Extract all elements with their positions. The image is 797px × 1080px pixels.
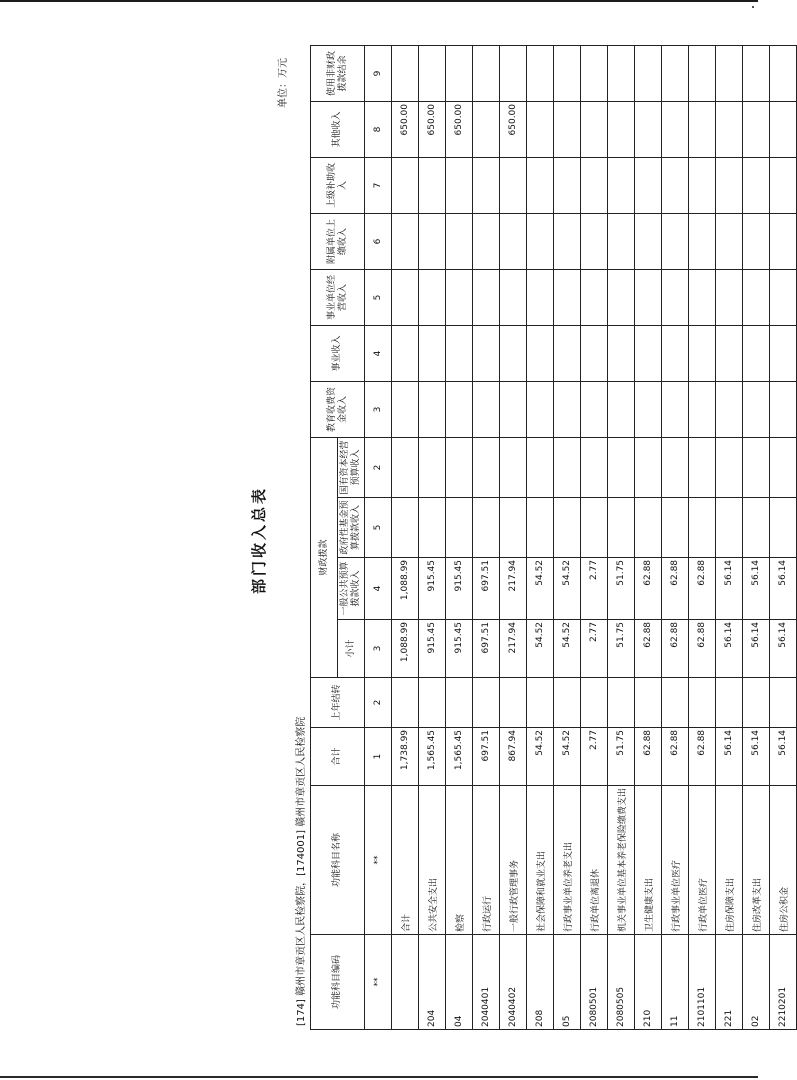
row-carryover-cell [662,677,689,727]
row-carryover-cell [581,677,608,727]
row-general-budget-cell: 217.94 [500,557,527,619]
row-other-income-cell [473,101,500,157]
row-gov-fund-cell [635,497,662,557]
index-cell: 9 [365,45,392,101]
row-other-income-cell: 650.00 [446,101,473,157]
row-name-cell: 公共安全支出 [419,785,446,934]
table-row [500,45,527,1029]
row-general-budget-cell: 915.45 [446,557,473,619]
row-subtotal-cell: 1,088.99 [392,619,419,677]
row-superior-subsidy-cell [527,157,554,213]
row-carryover-cell [716,677,743,727]
row-fiscal-balance-cell [635,45,662,101]
row-career-income-cell [392,325,419,381]
row-affiliate-cell [689,213,716,269]
header-carryover: 上年结转 [311,677,365,727]
row-edu-fee-cell [689,381,716,437]
header-career-oper: 事业单位经营收入 [311,269,365,325]
row-career-oper-cell [446,269,473,325]
row-total-cell: 54.52 [527,727,554,785]
row-edu-fee-cell [473,381,500,437]
row-state-capital-cell [392,437,419,497]
row-fiscal-balance-cell [581,45,608,101]
row-affiliate-cell [527,213,554,269]
row-general-budget-cell: 1,088.99 [392,557,419,619]
row-name-cell: 社会保障和就业支出 [527,785,554,934]
index-cell: 3 [365,619,392,677]
row-superior-subsidy-cell [500,157,527,213]
row-edu-fee-cell [446,381,473,437]
row-general-budget-cell: 54.52 [554,557,581,619]
row-gov-fund-cell [662,497,689,557]
row-total-cell: 56.14 [770,727,797,785]
index-cell: 4 [365,557,392,619]
row-career-oper-cell [608,269,635,325]
row-code-cell: 2040401 [473,935,500,1030]
row-affiliate-cell [446,213,473,269]
header-total: 合计 [311,727,365,785]
row-career-income-cell [743,325,770,381]
index-cell: 5 [365,497,392,557]
header-state-capital: 国有资本经营预算收入 [338,437,365,497]
row-subtotal-cell: 54.52 [554,619,581,677]
row-fiscal-balance-cell [689,45,716,101]
row-edu-fee-cell [743,381,770,437]
table-row [608,45,635,1029]
row-career-income-cell [770,325,797,381]
index-cell: ** [365,785,392,934]
row-gov-fund-cell [500,497,527,557]
row-affiliate-cell [770,213,797,269]
header-superior-subsidy: 上级补助收入 [311,157,365,213]
row-gov-fund-cell [689,497,716,557]
row-affiliate-cell [743,213,770,269]
row-affiliate-cell [662,213,689,269]
row-career-oper-cell [419,269,446,325]
row-other-income-cell [608,101,635,157]
row-general-budget-cell: 56.14 [716,557,743,619]
row-subtotal-cell: 54.52 [527,619,554,677]
row-superior-subsidy-cell [446,157,473,213]
row-fiscal-balance-cell [419,45,446,101]
row-other-income-cell [527,101,554,157]
income-table [310,45,797,1030]
table-row [743,45,770,1029]
row-state-capital-cell [527,437,554,497]
row-career-oper-cell [662,269,689,325]
row-fiscal-balance-cell [743,45,770,101]
row-other-income-cell [662,101,689,157]
header-fiscal-group: 财政拨款 [311,437,338,677]
index-cell: 3 [365,381,392,437]
row-subtotal-cell: 697.51 [473,619,500,677]
table-row [662,45,689,1029]
row-code-cell: 204 [419,935,446,1030]
index-row [365,45,392,1029]
row-subtotal-cell: 56.14 [743,619,770,677]
row-state-capital-cell [554,437,581,497]
row-career-income-cell [581,325,608,381]
row-career-income-cell [608,325,635,381]
row-general-budget-cell: 2.77 [581,557,608,619]
row-code-cell [392,935,419,1030]
row-name-cell: 合计 [392,785,419,934]
index-cell: 2 [365,437,392,497]
row-total-cell: 62.88 [662,727,689,785]
header-subtotal: 小计 [338,619,365,677]
row-code-cell: 2080501 [581,935,608,1030]
row-total-cell: 62.88 [635,727,662,785]
row-state-capital-cell [500,437,527,497]
scan-bottom-edge [0,1076,758,1078]
row-name-cell: 行政单位医疗 [689,785,716,934]
row-superior-subsidy-cell [554,157,581,213]
row-subtotal-cell: 62.88 [662,619,689,677]
row-subtotal-cell: 915.45 [419,619,446,677]
row-fiscal-balance-cell [770,45,797,101]
row-edu-fee-cell [527,381,554,437]
row-fiscal-balance-cell [527,45,554,101]
row-career-oper-cell [743,269,770,325]
row-fiscal-balance-cell [446,45,473,101]
index-cell: ** [365,935,392,1030]
organization-label: [174] 赣州市章贡区人民检察院，[174001] 赣州市章贡区人民检察院 [296,716,307,1026]
row-total-cell: 697.51 [473,727,500,785]
row-name-cell: 住房保障支出 [716,785,743,934]
row-code-cell: 2101101 [689,935,716,1030]
row-name-cell: 行政单位离退休 [581,785,608,934]
row-superior-subsidy-cell [581,157,608,213]
row-carryover-cell [392,677,419,727]
header-career-income: 事业收入 [311,325,365,381]
row-affiliate-cell [635,213,662,269]
row-carryover-cell [770,677,797,727]
row-state-capital-cell [419,437,446,497]
row-career-oper-cell [473,269,500,325]
row-total-cell: 62.88 [689,727,716,785]
row-state-capital-cell [581,437,608,497]
row-general-budget-cell: 697.51 [473,557,500,619]
row-name-cell: 检察 [446,785,473,934]
scan-speck [752,6,754,8]
row-affiliate-cell [581,213,608,269]
row-superior-subsidy-cell [662,157,689,213]
row-fiscal-balance-cell [392,45,419,101]
row-carryover-cell [743,677,770,727]
row-superior-subsidy-cell [716,157,743,213]
row-name-cell: 住房改革支出 [743,785,770,934]
scan-top-edge [0,0,758,2]
row-total-cell: 2.77 [581,727,608,785]
row-fiscal-balance-cell [500,45,527,101]
row-code-cell: 2040402 [500,935,527,1030]
row-career-income-cell [473,325,500,381]
row-other-income-cell: 650.00 [500,101,527,157]
row-career-oper-cell [392,269,419,325]
row-fiscal-balance-cell [554,45,581,101]
header-affiliate: 附属单位上缴收入 [311,213,365,269]
row-career-oper-cell [554,269,581,325]
row-carryover-cell [500,677,527,727]
row-career-income-cell [716,325,743,381]
row-gov-fund-cell [473,497,500,557]
row-carryover-cell [446,677,473,727]
row-edu-fee-cell [500,381,527,437]
index-cell: 1 [365,727,392,785]
row-state-capital-cell [662,437,689,497]
index-cell: 2 [365,677,392,727]
row-career-oper-cell [635,269,662,325]
row-career-income-cell [635,325,662,381]
table-row [581,45,608,1029]
row-name-cell: 行政运行 [473,785,500,934]
row-fiscal-balance-cell [473,45,500,101]
table-row [392,45,419,1029]
row-gov-fund-cell [770,497,797,557]
row-total-cell: 1,565.45 [419,727,446,785]
row-career-oper-cell [716,269,743,325]
row-edu-fee-cell [392,381,419,437]
row-state-capital-cell [689,437,716,497]
index-cell: 8 [365,101,392,157]
row-gov-fund-cell [554,497,581,557]
row-subtotal-cell: 51.75 [608,619,635,677]
row-superior-subsidy-cell [770,157,797,213]
row-subtotal-cell: 56.14 [716,619,743,677]
index-cell: 6 [365,213,392,269]
row-general-budget-cell: 62.88 [689,557,716,619]
row-other-income-cell [689,101,716,157]
row-name-cell: 一般行政管理事务 [500,785,527,934]
row-code-cell: 04 [446,935,473,1030]
document-title: 部门收入总表 [250,486,268,595]
row-superior-subsidy-cell [608,157,635,213]
row-code-cell: 2210201 [770,935,797,1030]
row-carryover-cell [527,677,554,727]
row-code-cell: 05 [554,935,581,1030]
row-gov-fund-cell [608,497,635,557]
row-carryover-cell [689,677,716,727]
row-carryover-cell [473,677,500,727]
row-name-cell: 行政事业单位养老支出 [554,785,581,934]
row-career-income-cell [527,325,554,381]
row-gov-fund-cell [446,497,473,557]
row-general-budget-cell: 56.14 [743,557,770,619]
row-other-income-cell [554,101,581,157]
row-general-budget-cell: 56.14 [770,557,797,619]
header-row-1 [311,45,338,1029]
row-career-oper-cell [527,269,554,325]
row-state-capital-cell [473,437,500,497]
row-other-income-cell [635,101,662,157]
row-total-cell: 56.14 [743,727,770,785]
table-row [716,45,743,1029]
row-total-cell: 51.75 [608,727,635,785]
row-code-cell: 221 [716,935,743,1030]
index-cell: 5 [365,269,392,325]
row-superior-subsidy-cell [419,157,446,213]
row-career-oper-cell [689,269,716,325]
header-func-name: 功能科目名称 [311,785,365,934]
row-state-capital-cell [770,437,797,497]
row-carryover-cell [554,677,581,727]
row-career-income-cell [689,325,716,381]
row-total-cell: 867.94 [500,727,527,785]
row-general-budget-cell: 51.75 [608,557,635,619]
row-carryover-cell [608,677,635,727]
row-code-cell: 02 [743,935,770,1030]
row-gov-fund-cell [716,497,743,557]
row-state-capital-cell [743,437,770,497]
unit-label: 单位：万元 [278,58,289,108]
row-affiliate-cell [608,213,635,269]
header-gov-fund: 政府性基金预算拨款收入 [338,497,365,557]
table-row [473,45,500,1029]
rotated-document-page [230,40,790,1040]
row-affiliate-cell [500,213,527,269]
row-career-oper-cell [770,269,797,325]
row-subtotal-cell: 62.88 [635,619,662,677]
row-other-income-cell [770,101,797,157]
row-total-cell: 1,565.45 [446,727,473,785]
row-edu-fee-cell [716,381,743,437]
row-state-capital-cell [716,437,743,497]
row-other-income-cell [743,101,770,157]
row-superior-subsidy-cell [635,157,662,213]
row-affiliate-cell [554,213,581,269]
header-func-code: 功能科目编码 [311,935,365,1030]
row-superior-subsidy-cell [473,157,500,213]
row-other-income-cell [716,101,743,157]
row-gov-fund-cell [743,497,770,557]
row-gov-fund-cell [581,497,608,557]
table-row [419,45,446,1029]
row-carryover-cell [635,677,662,727]
row-state-capital-cell [608,437,635,497]
index-cell: 7 [365,157,392,213]
row-name-cell: 机关事业单位基本养老保险缴费支出 [608,785,635,934]
row-general-budget-cell: 915.45 [419,557,446,619]
row-subtotal-cell: 2.77 [581,619,608,677]
row-code-cell: 208 [527,935,554,1030]
row-affiliate-cell [716,213,743,269]
row-state-capital-cell [635,437,662,497]
header-edu-fee: 教育收费资金收入 [311,381,365,437]
row-carryover-cell [419,677,446,727]
row-superior-subsidy-cell [689,157,716,213]
row-career-income-cell [446,325,473,381]
row-edu-fee-cell [635,381,662,437]
row-subtotal-cell: 62.88 [689,619,716,677]
row-edu-fee-cell [608,381,635,437]
row-subtotal-cell: 56.14 [770,619,797,677]
table-row [635,45,662,1029]
row-fiscal-balance-cell [716,45,743,101]
row-code-cell: 11 [662,935,689,1030]
row-other-income-cell: 650.00 [419,101,446,157]
row-fiscal-balance-cell [662,45,689,101]
row-edu-fee-cell [554,381,581,437]
row-superior-subsidy-cell [392,157,419,213]
row-career-income-cell [500,325,527,381]
row-general-budget-cell: 62.88 [635,557,662,619]
row-career-oper-cell [500,269,527,325]
header-fiscal-balance: 使用非财政拨款结余 [311,45,365,101]
row-subtotal-cell: 217.94 [500,619,527,677]
row-general-budget-cell: 54.52 [527,557,554,619]
table-row [770,45,797,1029]
row-career-income-cell [662,325,689,381]
row-edu-fee-cell [419,381,446,437]
row-total-cell: 54.52 [554,727,581,785]
row-name-cell: 卫生健康支出 [635,785,662,934]
table-row [446,45,473,1029]
header-other-income: 其他收入 [311,101,365,157]
row-affiliate-cell [473,213,500,269]
row-career-income-cell [419,325,446,381]
row-total-cell: 1,738.99 [392,727,419,785]
row-other-income-cell [581,101,608,157]
row-state-capital-cell [446,437,473,497]
row-edu-fee-cell [662,381,689,437]
index-cell: 4 [365,325,392,381]
row-edu-fee-cell [770,381,797,437]
header-general-budget: 一般公共预算拨款收入 [338,557,365,619]
row-name-cell: 住房公积金 [770,785,797,934]
row-gov-fund-cell [527,497,554,557]
row-other-income-cell: 650.00 [392,101,419,157]
row-edu-fee-cell [581,381,608,437]
row-career-oper-cell [581,269,608,325]
row-name-cell: 行政事业单位医疗 [662,785,689,934]
row-general-budget-cell: 62.88 [662,557,689,619]
table-row [527,45,554,1029]
table-row [689,45,716,1029]
row-code-cell: 2080505 [608,935,635,1030]
row-gov-fund-cell [419,497,446,557]
row-career-income-cell [554,325,581,381]
row-superior-subsidy-cell [743,157,770,213]
row-fiscal-balance-cell [608,45,635,101]
row-affiliate-cell [419,213,446,269]
row-subtotal-cell: 915.45 [446,619,473,677]
row-affiliate-cell [392,213,419,269]
row-code-cell: 210 [635,935,662,1030]
table-row [554,45,581,1029]
row-total-cell: 56.14 [716,727,743,785]
row-gov-fund-cell [392,497,419,557]
